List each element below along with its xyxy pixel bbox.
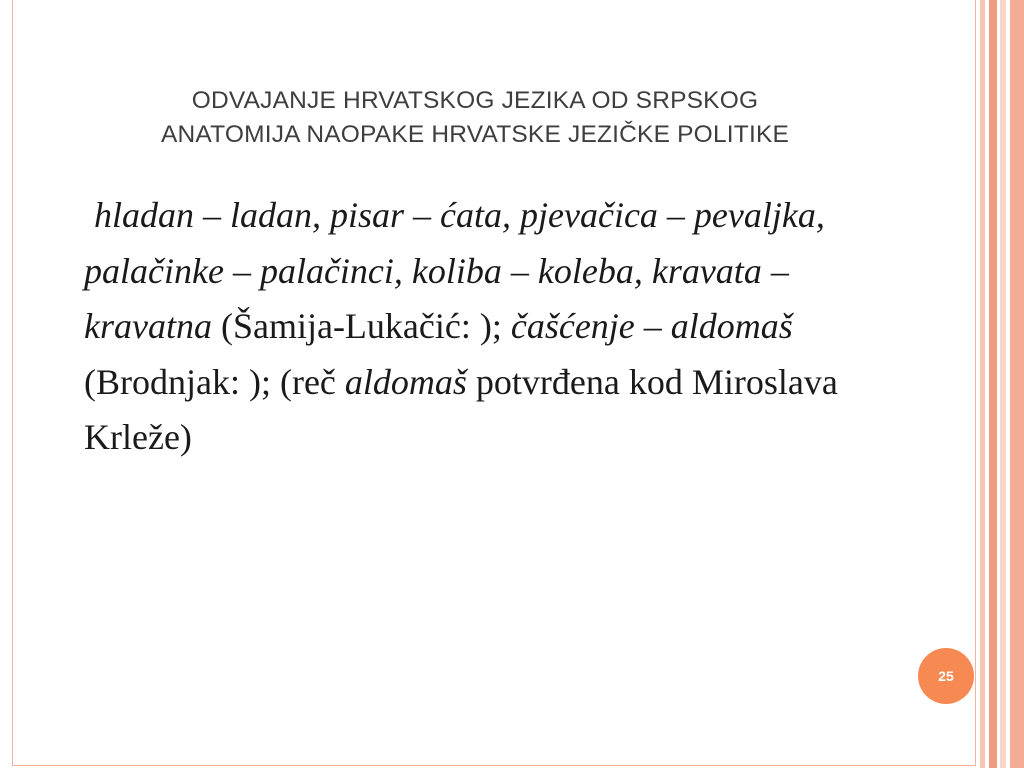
stripe-3	[1000, 0, 1006, 768]
page-number-badge: 25	[918, 648, 974, 704]
slide-title	[40, 84, 910, 152]
title-line-2: ANATOMIJA NAOPAKE HRVATSKE JEZIČKE POLITIKE	[160, 121, 790, 148]
body-segment-3: čašćenje – aldomaš	[510, 306, 793, 346]
stripe-2	[989, 0, 997, 768]
decorative-stripes	[980, 0, 1024, 768]
body-segment-5: aldomaš	[344, 361, 467, 402]
title-line-1: ODVAJANJE HRVATSKOG JEZIKA OD SRPSKOG	[191, 87, 759, 114]
body-segment-1: hladan – ladan, pisar – ćata, pjevačica – pevaljka, palačinke – palačinci, koliba – koleba, kravata – kravatna	[84, 195, 825, 346]
stripe-1	[980, 0, 985, 768]
body-segment-6: potvrđena kod Miroslava Krleže)	[84, 361, 838, 457]
body-segment-2: (Šamija-Lukačić: );	[211, 306, 511, 346]
body-segment-4: (Brodnjak: ); (reč	[84, 361, 345, 402]
stripe-4	[1010, 0, 1024, 768]
slide-body	[84, 188, 884, 466]
